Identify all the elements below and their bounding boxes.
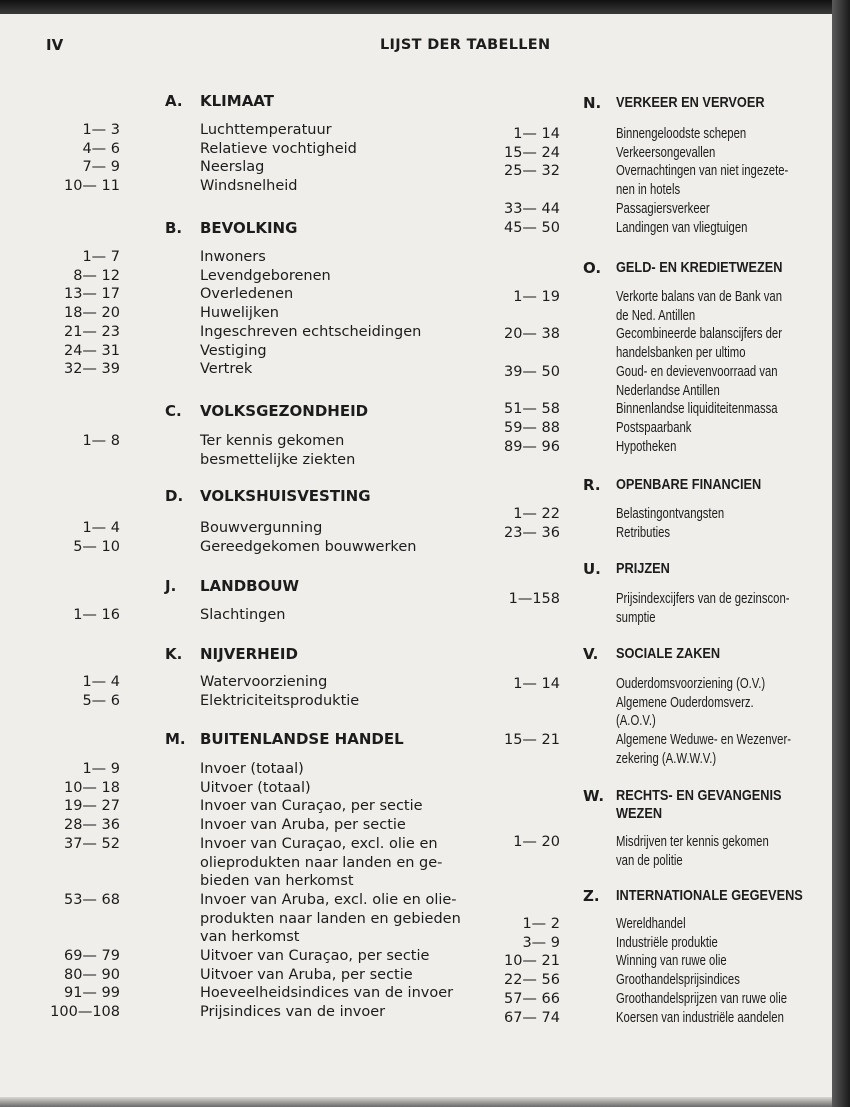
table-title: Neerslag	[200, 159, 265, 176]
table-title: Industriële produktie	[616, 934, 718, 951]
table-number-range: 33— 44	[503, 200, 560, 217]
section-title: VOLKSGEZONDHEID	[200, 402, 369, 420]
table-title: produkten naar landen en gebieden	[200, 910, 461, 927]
table-number-range: 5— 6	[82, 692, 120, 709]
section-letter: U.	[583, 560, 601, 578]
section-letter: R.	[583, 476, 601, 494]
section-letter: A.	[165, 92, 183, 110]
section-letter: C.	[165, 402, 182, 420]
table-number-range: 91— 99	[63, 985, 120, 1002]
section-title: NIJVERHEID	[200, 645, 298, 663]
table-title: Bouwvergunning	[200, 520, 323, 536]
table-title: Algemene Ouderdomsverz.	[616, 694, 754, 711]
section-letter: B.	[165, 219, 183, 237]
table-title: Inwoners	[200, 249, 266, 265]
table-title: Prijsindexcijfers van de gezinscon-	[616, 591, 790, 607]
scan-top-border	[0, 0, 850, 14]
table-title: nen in hotels	[616, 182, 681, 199]
table-number-range: 8— 12	[73, 267, 120, 284]
table-number-range: 39— 50	[503, 363, 560, 380]
table-title: de Ned. Antillen	[616, 307, 696, 324]
section-title-continued: WEZEN	[616, 805, 663, 822]
table-title: Vestiging	[200, 342, 267, 359]
table-number-range: 23— 36	[503, 524, 560, 541]
table-title: sumptie	[616, 609, 656, 626]
table-number-range: 69— 79	[63, 948, 120, 964]
table-title: Ter kennis gekomen	[200, 433, 345, 449]
section-title: VOLKSHUISVESTING	[200, 487, 371, 505]
table-title: Uitvoer (totaal)	[200, 779, 311, 796]
table-number-range: 3— 9	[522, 934, 560, 951]
table-title: olieprodukten naar landen en ge-	[200, 854, 443, 871]
section-title: GELD- EN KREDIETWEZEN	[616, 259, 783, 276]
table-title: besmettelijke ziekten	[200, 451, 356, 468]
table-title: Binnenlandse liquiditeitenmassa	[616, 401, 778, 418]
table-number-range: 1— 19	[513, 289, 560, 305]
section-letter: N.	[583, 94, 602, 112]
table-number-range: 10— 21	[503, 953, 560, 970]
table-number-range: 1—158	[508, 591, 560, 607]
table-number-range: 1— 2	[522, 916, 560, 932]
table-title: Hypotheken	[616, 438, 677, 455]
table-title: Ingeschreven echtscheidingen	[200, 323, 422, 340]
table-title: Levendgeborenen	[200, 267, 331, 284]
section-letter: V.	[583, 645, 599, 663]
table-title: Koersen van industriële aandelen	[616, 1009, 784, 1026]
table-title: Verkorte balans van de Bank van	[616, 289, 782, 305]
table-number-range: 1— 7	[82, 249, 120, 265]
table-number-range: 80— 90	[63, 966, 120, 983]
table-title: Slachtingen	[200, 607, 286, 623]
section-title: INTERNATIONALE GEGEVENS	[616, 887, 803, 904]
section-title: LANDBOUW	[200, 577, 300, 595]
page-number: IV	[46, 36, 64, 54]
table-number-range: 18— 20	[63, 305, 120, 322]
table-title: Watervoorziening	[200, 674, 328, 690]
table-title: Gereedgekomen bouwwerken	[200, 538, 417, 555]
table-title: Uitvoer van Aruba, per sectie	[200, 966, 413, 983]
table-number-range: 24— 31	[63, 342, 120, 359]
table-number-range: 25— 32	[503, 163, 560, 180]
table-number-range: 7— 9	[82, 159, 120, 176]
table-number-range: 21— 23	[63, 323, 120, 340]
section-title: PRIJZEN	[616, 560, 670, 577]
table-number-range: 28— 36	[63, 817, 120, 834]
section-letter: M.	[165, 730, 186, 748]
table-title: Belastingontvangsten	[616, 506, 725, 522]
page-title: LIJST DER TABELLEN	[380, 37, 551, 53]
table-number-range: 22— 56	[503, 972, 560, 989]
scan-bottom-border	[0, 1097, 850, 1107]
table-number-range: 1— 3	[82, 122, 120, 138]
table-title: Invoer van Aruba, per sectie	[200, 817, 406, 834]
table-number-range: 1— 22	[513, 506, 560, 522]
section-title: KLIMAAT	[200, 92, 274, 110]
table-number-range: 15— 24	[503, 144, 560, 161]
section-title: VERKEER EN VERVOER	[616, 94, 765, 111]
table-title: Binnengeloodste schepen	[616, 126, 747, 142]
table-title: Windsnelheid	[200, 178, 298, 195]
table-number-range: 37— 52	[63, 835, 120, 852]
table-number-range: 19— 27	[63, 798, 120, 815]
table-number-range: 20— 38	[503, 326, 560, 343]
table-title: Ouderdomsvoorziening (O.V.)	[616, 676, 766, 692]
table-title: Invoer van Curaçao, per sectie	[200, 798, 423, 815]
table-title: Invoer (totaal)	[200, 761, 304, 777]
table-title: van de politie	[616, 852, 683, 869]
section-letter: D.	[165, 487, 184, 505]
table-number-range: 59— 88	[503, 419, 560, 436]
table-number-range: 4— 6	[82, 140, 120, 157]
section-letter: J.	[165, 577, 177, 595]
table-title: Luchttemperatuur	[200, 122, 332, 138]
table-title: Groothandelsprijzen van ruwe olie	[616, 990, 788, 1007]
table-title: Landingen van vliegtuigen	[616, 219, 748, 236]
section-title: BUITENLANDSE HANDEL	[200, 730, 404, 748]
section-letter: O.	[583, 259, 602, 277]
table-number-range: 10— 18	[63, 779, 120, 796]
table-number-range: 13— 17	[63, 286, 120, 303]
table-title: Relatieve vochtigheid	[200, 140, 357, 157]
table-number-range: 32— 39	[63, 361, 120, 378]
section-letter: Z.	[583, 887, 600, 905]
table-title: bieden van herkomst	[200, 873, 354, 890]
section-title: RECHTS- EN GEVANGENIS	[616, 787, 782, 804]
table-title: Hoeveelheidsindices van de invoer	[200, 985, 454, 1002]
table-title: Goud- en devievenvoorraad van	[616, 363, 778, 380]
table-title: Gecombineerde balanscijfers der	[616, 326, 782, 343]
table-number-range: 1— 14	[513, 676, 560, 692]
table-number-range: 51— 58	[503, 401, 560, 418]
section-title: OPENBARE FINANCIEN	[616, 476, 762, 493]
section-letter: K.	[165, 645, 183, 663]
section-title: SOCIALE ZAKEN	[616, 645, 721, 662]
table-title: Huwelijken	[200, 305, 279, 322]
table-number-range: 1— 14	[513, 126, 560, 142]
table-number-range: 1— 16	[73, 607, 120, 623]
table-number-range: 15— 21	[503, 732, 560, 749]
section-letter: W.	[583, 787, 605, 805]
table-title: Overledenen	[200, 286, 294, 303]
table-title: Wereldhandel	[616, 916, 686, 932]
table-title: Invoer van Curaçao, excl. olie en	[200, 835, 438, 852]
table-title: Vertrek	[200, 361, 253, 378]
table-title: (A.O.V.)	[616, 713, 656, 730]
table-number-range: 53— 68	[63, 891, 120, 908]
table-title: Uitvoer van Curaçao, per sectie	[200, 948, 430, 964]
table-number-range: 89— 96	[503, 438, 560, 455]
table-title: Nederlandse Antillen	[616, 382, 720, 399]
table-title: zekering (A.W.W.V.)	[616, 750, 717, 767]
table-title: Groothandelsprijsindices	[616, 972, 740, 989]
table-title: Overnachtingen van niet ingezete-	[616, 163, 789, 180]
table-number-range: 45— 50	[503, 219, 560, 236]
table-title: Algemene Weduwe- en Wezenver-	[616, 732, 791, 749]
table-title: van herkomst	[200, 929, 300, 946]
table-title: Prijsindices van de invoer	[200, 1004, 386, 1021]
table-number-range: 10— 11	[63, 178, 120, 195]
table-number-range: 100—108	[50, 1004, 120, 1021]
table-number-range: 1— 8	[82, 433, 120, 449]
table-title: Winning van ruwe olie	[616, 953, 727, 970]
book-binding-edge	[832, 0, 850, 1107]
table-number-range: 1— 9	[82, 761, 120, 777]
table-number-range: 1— 4	[82, 520, 120, 536]
table-number-range: 1— 20	[513, 834, 560, 850]
table-number-range: 1— 4	[82, 674, 120, 690]
table-title: Verkeersongevallen	[616, 144, 716, 161]
section-title: BEVOLKING	[200, 219, 298, 237]
table-number-range: 57— 66	[503, 990, 560, 1007]
table-title: Passagiersverkeer	[616, 200, 710, 217]
table-title: Invoer van Aruba, excl. olie en olie-	[200, 891, 457, 908]
table-title: Postspaarbank	[616, 419, 692, 436]
table-title: Misdrijven ter kennis gekomen	[616, 834, 769, 850]
table-title: handelsbanken per ultimo	[616, 345, 746, 362]
table-title: Elektriciteitsproduktie	[200, 692, 360, 709]
table-number-range: 5— 10	[73, 538, 120, 555]
table-title: Retributies	[616, 524, 671, 541]
table-number-range: 67— 74	[503, 1009, 560, 1026]
